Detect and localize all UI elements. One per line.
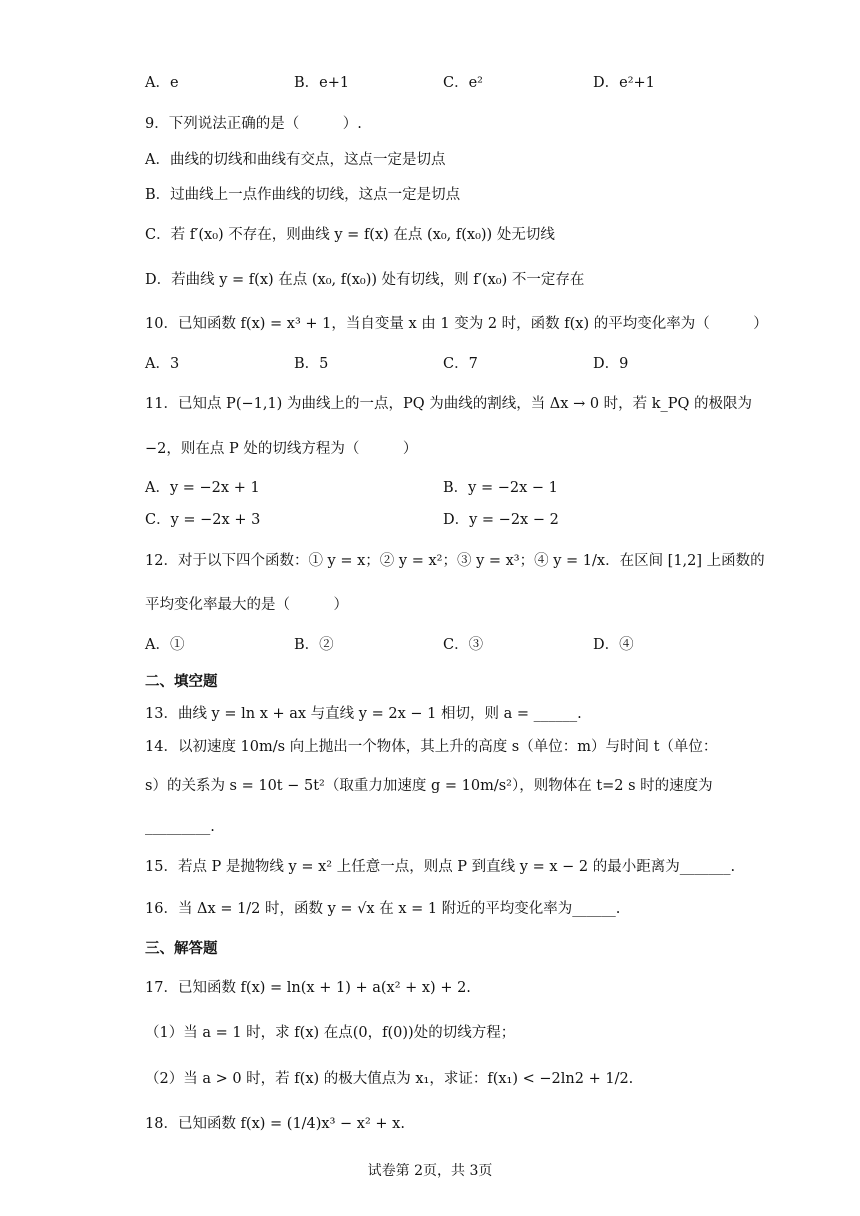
q14-line2: s）的关系为 s = 10t − 5t²（取重力加速度 g = 10m/s²），则物体在 t=2 s 时的速度为 — [145, 778, 713, 794]
q16: 16．当 Δx = 1/2 时，函数 y = √x 在 x = 1 附近的平均变化率为______. — [145, 901, 621, 917]
q10-option-a: A．3 — [145, 356, 180, 372]
q9-option-b: B．过曲线上一点作曲线的切线，这点一定是切点 — [145, 187, 461, 203]
q14-line1: 14．以初速度 10m/s 向上抛出一个物体，其上升的高度 s（单位：m）与时间 t（单位： — [145, 739, 718, 755]
q12-option-a: A．① — [145, 637, 185, 653]
q8-option-d: D．e²+1 — [593, 75, 655, 91]
q11-option-c: C．y = −2x + 3 — [145, 512, 261, 528]
q12-stem-line1: 12．对于以下四个函数：① y = x；② y = x²；③ y = x³；④ y = 1/x．在区间 [1,2] 上函数的 — [145, 553, 765, 569]
q11-stem-line1: 11．已知点 P(−1,1) 为曲线上的一点，PQ 为曲线的割线，当 Δx → 0 时，若 k_PQ 的极限为 — [145, 396, 753, 412]
q18-stem: 18．已知函数 f(x) = (1/4)x³ − x² + x. — [145, 1116, 405, 1132]
q13: 13．曲线 y = ln x + ax 与直线 y = 2x − 1 相切，则 a = ______. — [145, 706, 582, 722]
q12-stem-line2: 平均变化率最大的是（ ） — [145, 597, 348, 613]
q8-option-b: B．e+1 — [294, 75, 350, 91]
q8-option-c: C．e² — [443, 75, 483, 91]
q9-option-d: D．若曲线 y = f(x) 在点 (x₀, f(x₀)) 处有切线，则 f′(x₀) 不一定存在 — [145, 272, 585, 288]
q12-option-b: B．② — [294, 637, 334, 653]
q10-stem: 10．已知函数 f(x) = x³ + 1，当自变量 x 由 1 变为 2 时，函数 f(x) 的平均变化率为（ ） — [145, 316, 768, 332]
q12-option-d: D．④ — [593, 637, 634, 653]
section-solve-title: 三、解答题 — [145, 941, 218, 957]
q10-option-b: B．5 — [294, 356, 329, 372]
q11-stem-line2: −2，则在点 P 处的切线方程为（ ） — [145, 441, 418, 457]
q9-stem: 9．下列说法正确的是（ ）. — [145, 116, 362, 132]
q17-part1: （1）当 a = 1 时，求 f(x) 在点(0，f(0))处的切线方程； — [145, 1025, 516, 1041]
q17-part2: （2）当 a > 0 时，若 f(x) 的极大值点为 x₁，求证：f(x₁) < −2ln2 + 1/2. — [145, 1071, 634, 1087]
q11-option-b: B．y = −2x − 1 — [443, 480, 558, 496]
q10-option-d: D．9 — [593, 356, 629, 372]
q9-option-c: C．若 f′(x₀) 不存在，则曲线 y = f(x) 在点 (x₀, f(x₀)) 处无切线 — [145, 227, 555, 243]
q10-option-c: C．7 — [443, 356, 478, 372]
q15: 15．若点 P 是抛物线 y = x² 上任意一点，则点 P 到直线 y = x − 2 的最小距离为_______. — [145, 859, 736, 875]
q11-option-d: D．y = −2x − 2 — [443, 512, 559, 528]
q17-stem: 17．已知函数 f(x) = ln(x + 1) + a(x² + x) + 2. — [145, 980, 471, 996]
q8-option-a: A．e — [145, 75, 179, 91]
q14-line3: _________. — [145, 819, 215, 835]
q11-option-a: A．y = −2x + 1 — [145, 480, 260, 496]
section-fill-in-title: 二、填空题 — [145, 674, 218, 690]
page-footer: 试卷第 2页，共 3页 — [367, 1163, 493, 1179]
q12-option-c: C．③ — [443, 637, 484, 653]
q9-option-a: A．曲线的切线和曲线有交点，这点一定是切点 — [145, 152, 446, 168]
